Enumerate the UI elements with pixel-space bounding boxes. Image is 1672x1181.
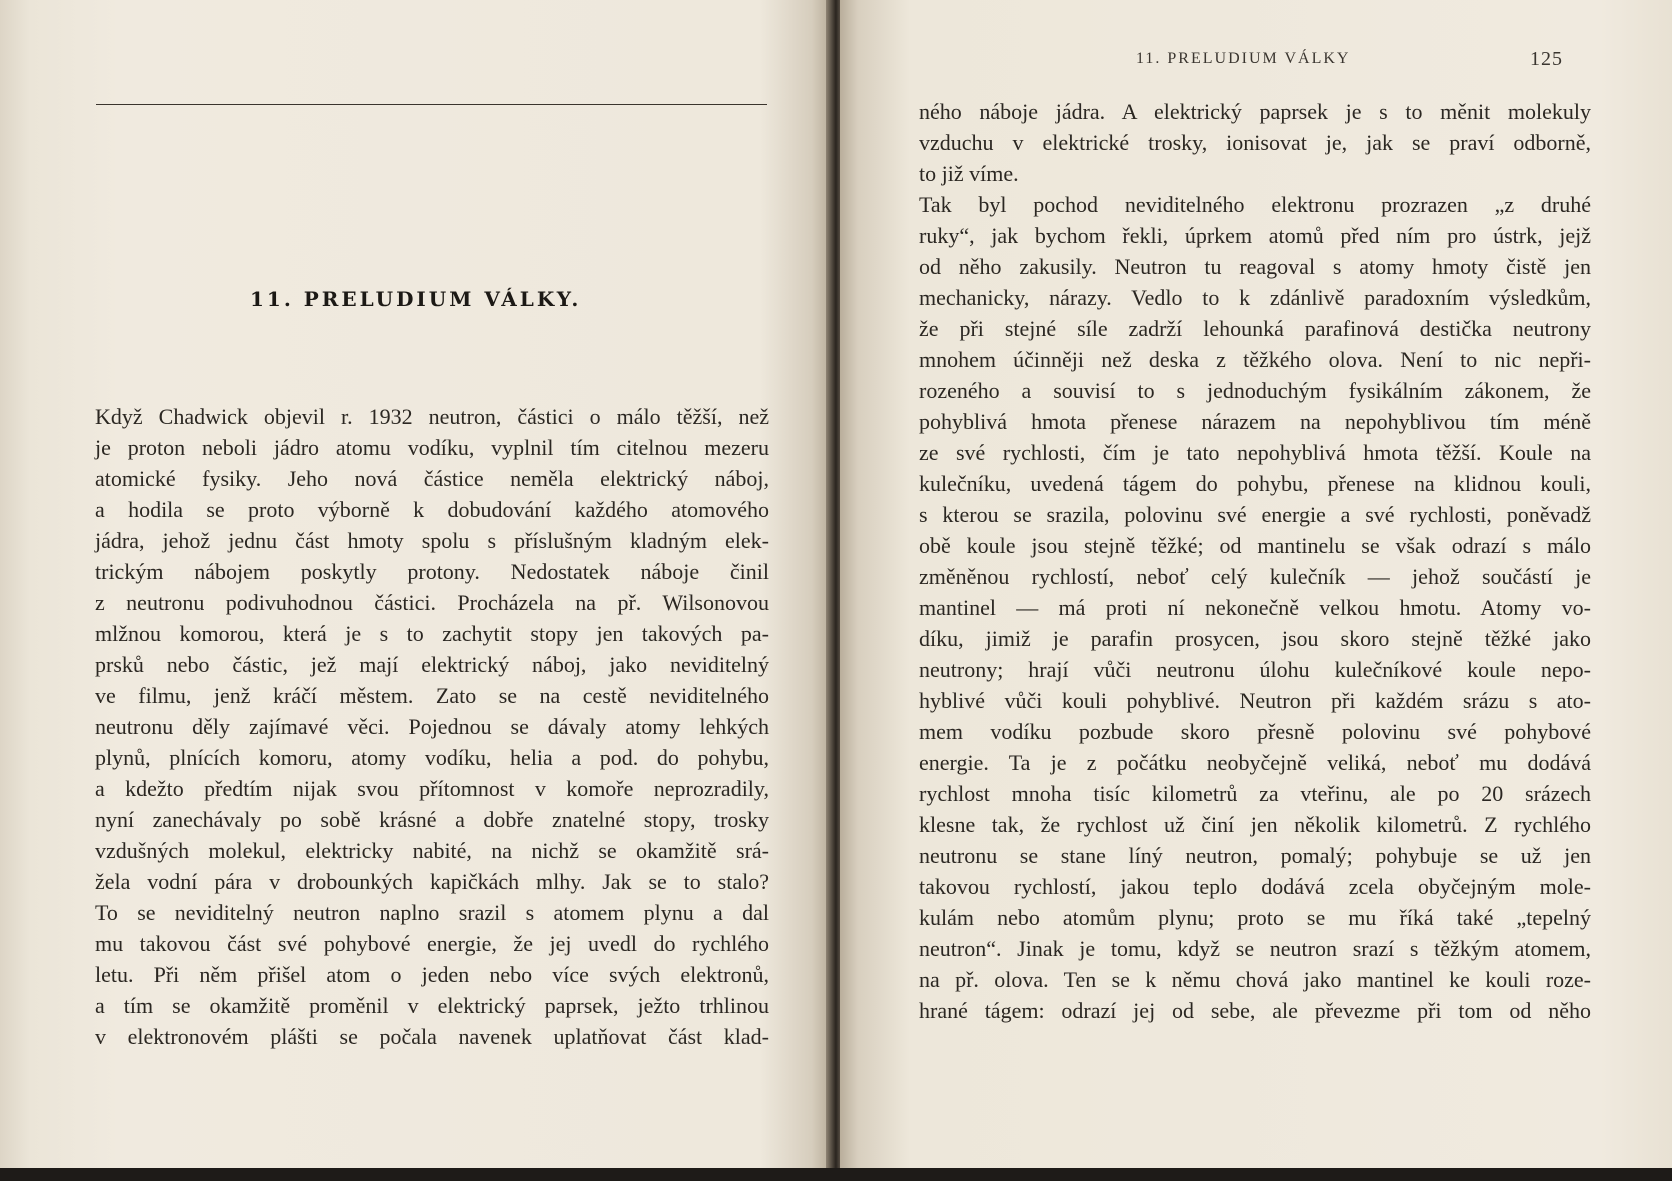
text-line: energie. Ta je z počátku neobyčejně veliká, neboť mu dodává bbox=[919, 750, 1591, 775]
text-line: změněnou rychlostí, neboť celý kulečník — jehož součástí je bbox=[919, 564, 1591, 589]
text-line: mantinel — má proti ní nekonečně velkou hmotu. Atomy vo- bbox=[919, 595, 1591, 620]
text-line: to již víme. bbox=[919, 161, 1019, 186]
text-line: neutronu se stane líný neutron, pomalý; pohybuje se už jen bbox=[919, 843, 1591, 868]
text-line: mechanicky, nárazy. Vedlo to k zdánlivě paradoxním výsledkům, bbox=[919, 285, 1591, 310]
right-page-text bbox=[919, 96, 1591, 1026]
text-line: To se neviditelný neutron naplno srazil s atomem plynu a dal bbox=[95, 900, 769, 925]
text-line: mnohem účinněji než deska z těžkého olova. Není to nic nepři- bbox=[919, 347, 1591, 372]
text-line: v elektronovém plášti se počala navenek uplatňovat část klad- bbox=[95, 1024, 769, 1049]
text-line: hyblivé vůči kouli pohyblivé. Neutron při každém srázu s ato- bbox=[919, 688, 1591, 713]
text-line: rozeného a souvisí to s jednoduchým fysikálním zákonem, že bbox=[919, 378, 1591, 403]
text-line: ze své rychlosti, čím je tato nepohyblivá hmota těžší. Koule na bbox=[919, 440, 1591, 465]
text-line: letu. Při něm přišel atom o jeden nebo více svých elektronů, bbox=[95, 962, 769, 987]
text-line: rychlost mnoha tisíc kilometrů za vteřinu, ale po 20 srázech bbox=[919, 781, 1591, 806]
text-line: díku, jimiž je parafin prosycen, jsou skoro stejně těžké jako bbox=[919, 626, 1591, 651]
text-line: s kterou se srazila, polovinu své energie a své rychlosti, poněvadž bbox=[919, 502, 1591, 527]
text-line: plynů, plnících komoru, atomy vodíku, helia a pod. do pohybu, bbox=[95, 745, 769, 770]
text-line: a tím se okamžitě proměnil v elektrický paprsek, ježto trhlinou bbox=[95, 993, 769, 1018]
text-line: z neutronu podivuhodnou částici. Procházela na př. Wilsonovou bbox=[95, 590, 769, 615]
text-line: ného náboje jádra. A elektrický paprsek je s to měnit molekuly bbox=[919, 99, 1591, 124]
text-line: takovou rychlostí, jakou teplo dodává zcela obyčejným mole- bbox=[919, 874, 1591, 899]
text-line: od něho zakusily. Neutron tu reagoval s atomy hmoty čistě jen bbox=[919, 254, 1591, 279]
text-line: neutronu děly zajímavé věci. Pojednou se dávaly atomy lehkých bbox=[95, 714, 769, 739]
chapter-title: 11. PRELUDIUM VÁLKY. bbox=[250, 287, 582, 311]
text-line: prsků nebo částic, jež mají elektrický náboj, jako neviditelný bbox=[95, 652, 769, 677]
text-line: mu takovou část své pohybové energie, že jej uvedl do rychlého bbox=[95, 931, 769, 956]
text-line: ruky“, jak bychom řekli, úprkem atomů před ním pro ústrk, jejž bbox=[919, 223, 1591, 248]
text-line: je proton neboli jádro atomu vodíku, vyplnil tím citelnou mezeru bbox=[95, 435, 769, 460]
left-page-text bbox=[95, 401, 769, 1052]
top-rule bbox=[96, 104, 767, 105]
text-line: neutron“. Jinak je tomu, když se neutron srazí s těžkým atomem, bbox=[919, 936, 1591, 961]
text-line: na př. olova. Ten se k němu chová jako mantinel ke kouli roze- bbox=[919, 967, 1591, 992]
text-line: ve filmu, jenž kráčí městem. Zato se na cestě neviditelného bbox=[95, 683, 769, 708]
left-page bbox=[0, 0, 830, 1168]
text-line: trickým nábojem poskytly protony. Nedostatek náboje činil bbox=[95, 559, 769, 584]
text-line: Když Chadwick objevil r. 1932 neutron, částici o málo těžší, než bbox=[95, 404, 769, 429]
text-line: klesne tak, že rychlost už činí jen několik kilometrů. Z rychlého bbox=[919, 812, 1591, 837]
text-line: Tak byl pochod neviditelného elektronu prozrazen „z druhé bbox=[919, 192, 1591, 217]
text-line: žela vodní pára v drobounkých kapičkách mlhy. Jak se to stalo? bbox=[95, 869, 769, 894]
text-line: vzduchu v elektrické trosky, ionisovat je, jak se praví odborně, bbox=[919, 130, 1591, 155]
text-line: nyní zanechávaly po sobě krásné a dobře znatelné stopy, trosky bbox=[95, 807, 769, 832]
text-line: mem vodíku pozbude skoro přesně polovinu své pohybové bbox=[919, 719, 1591, 744]
text-line: mlžnou komorou, která je s to zachytit stopy jen takových pa- bbox=[95, 621, 769, 646]
text-line: jádra, jehož jednu část hmoty spolu s příslušným kladným elek- bbox=[95, 528, 769, 553]
text-line: že při stejné síle zadrží lehounká parafinová destička neutrony bbox=[919, 316, 1591, 341]
text-line: kulám nebo atomům plynu; proto se mu říká také „tepelný bbox=[919, 905, 1591, 930]
running-head: 11. PRELUDIUM VÁLKY bbox=[1136, 50, 1351, 67]
bottom-edge bbox=[0, 1168, 1672, 1181]
text-line: a hodila se proto výborně k dobudování každého atomového bbox=[95, 497, 769, 522]
text-line: hrané tágem: odrazí jej od sebe, ale převezme při tom od něho bbox=[919, 998, 1591, 1023]
text-line: kulečníku, uvedená tágem do pohybu, přenese na klidnou kouli, bbox=[919, 471, 1591, 496]
text-line: a kdežto předtím nijak svou přítomnost v komoře neprozradily, bbox=[95, 776, 769, 801]
page-number: 125 bbox=[1530, 48, 1563, 70]
text-line: atomické fysiky. Jeho nová částice neměla elektrický náboj, bbox=[95, 466, 769, 491]
text-line: vzdušných molekul, elektricky nabité, na nichž se okamžitě srá- bbox=[95, 838, 769, 863]
text-line: neutrony; hrají vůči neutronu úlohu kulečníkové koule nepo- bbox=[919, 657, 1591, 682]
text-line: obě koule jsou stejně těžké; od mantinelu se však odrazí s málo bbox=[919, 533, 1591, 558]
text-line: pohyblivá hmota přenese nárazem na nepohyblivou tím méně bbox=[919, 409, 1591, 434]
